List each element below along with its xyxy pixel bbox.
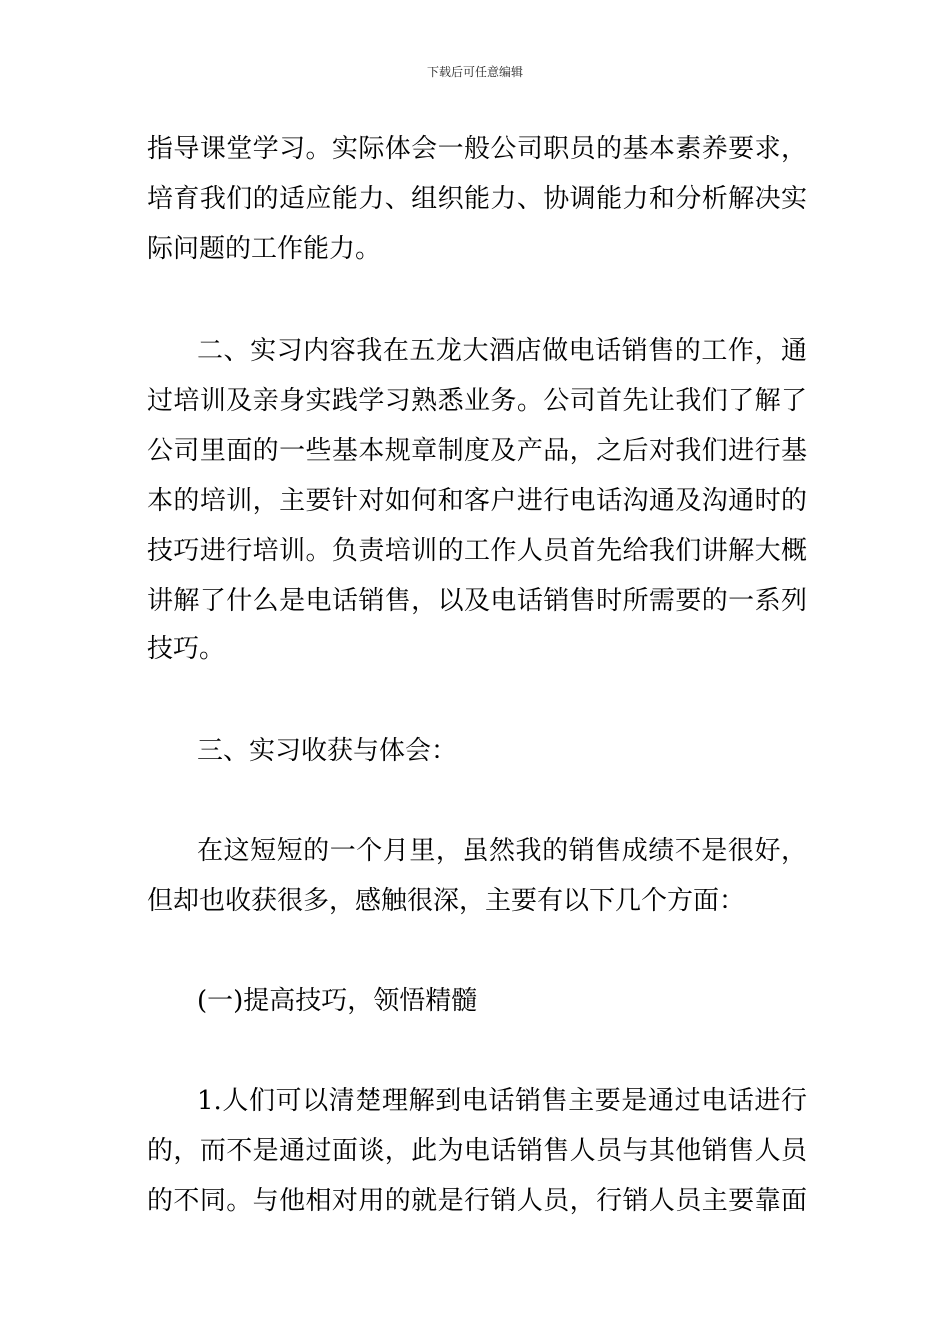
- text-line: 在这短短的一个月里，虽然我的销售成绩不是很好，: [197, 836, 807, 866]
- text-line: 的，而不是通过面谈，此为电话销售人员与其他销售人员: [147, 1136, 807, 1166]
- text-line: 过培训及亲身实践学习熟悉业务。公司首先让我们了解了: [147, 386, 807, 416]
- text-line: 培育我们的适应能力、组织能力、协调能力和分析解决实: [147, 184, 807, 214]
- text-line: 二、实习内容我在五龙大酒店做电话销售的工作，通: [197, 336, 807, 366]
- text-line: 的不同。与他相对用的就是行销人员，行销人员主要靠面: [147, 1186, 807, 1216]
- section-heading: 三、实习收获与体会：: [197, 736, 458, 766]
- text-line: 本的培训，主要针对如何和客户进行电话沟通及沟通时的: [147, 486, 807, 516]
- text-line: 指导课堂学习。实际体会一般公司职员的基本素养要求，: [147, 134, 807, 164]
- text-line: 技巧进行培训。负责培训的工作人员首先给我们讲解大概: [147, 536, 807, 566]
- text-line: 际问题的工作能力。: [147, 234, 382, 264]
- text-line: 1.人们可以清楚理解到电话销售主要是通过电话进行: [197, 1086, 807, 1116]
- subsection-heading: (一)提高技巧，领悟精髓: [197, 986, 478, 1016]
- text-line: 技巧。: [147, 634, 226, 664]
- text-line: 公司里面的一些基本规章制度及产品，之后对我们进行基: [147, 436, 807, 466]
- text-line: 讲解了什么是电话销售，以及电话销售时所需要的一系列: [147, 586, 807, 616]
- page-header: 下载后可任意编辑: [426, 65, 523, 79]
- text-line: 但却也收获很多，感触很深，主要有以下几个方面：: [147, 886, 746, 916]
